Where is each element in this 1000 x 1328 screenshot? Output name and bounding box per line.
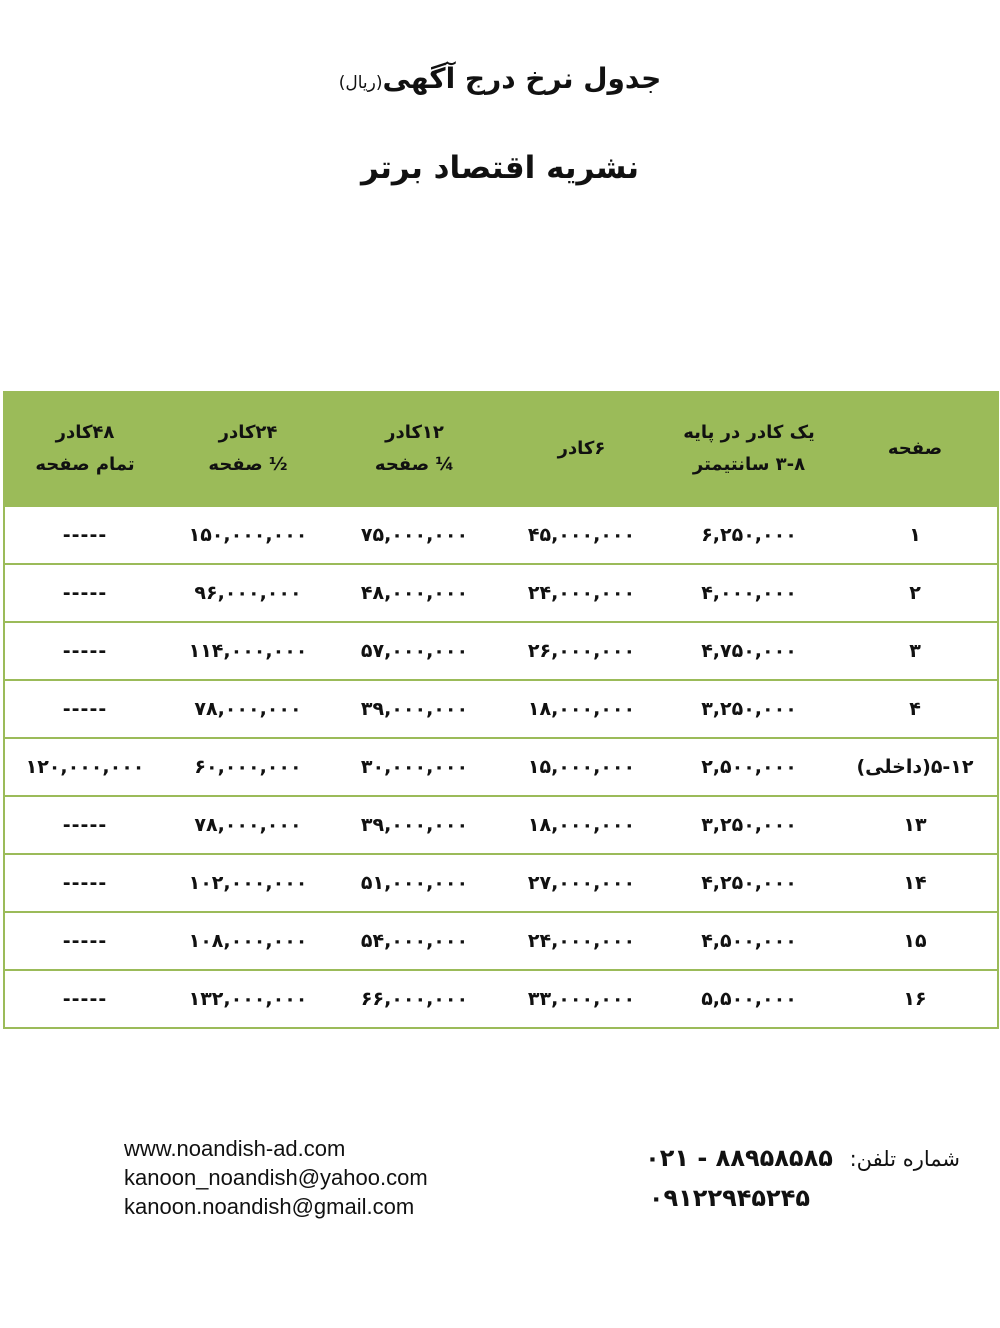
cell-6-box: ۲۷,۰۰۰,۰۰۰ (498, 854, 665, 912)
cell-one-box: ۳,۲۵۰,۰۰۰ (665, 796, 833, 854)
website-link[interactable]: www.noandish-ad.com (124, 1136, 346, 1161)
cell-one-box: ۴,۵۰۰,۰۰۰ (665, 912, 833, 970)
cell-12-box: ۵۷,۰۰۰,۰۰۰ (331, 622, 498, 680)
publication-name: نشریه اقتصاد برتر (360, 150, 640, 186)
table-row (4, 622, 998, 680)
cell-6-box: ۴۵,۰۰۰,۰۰۰ (498, 506, 665, 564)
cell-24-box: ۱۰۲,۰۰۰,۰۰۰ (165, 854, 331, 912)
title-main: جدول نرخ درج آگهی (382, 62, 662, 95)
cell-12-box: ۵۱,۰۰۰,۰۰۰ (331, 854, 498, 912)
table-row (4, 854, 998, 912)
cell-24-box: ۷۸,۰۰۰,۰۰۰ (165, 680, 331, 738)
cell-12-box: ۳۹,۰۰۰,۰۰۰ (331, 796, 498, 854)
cell-one-box: ۴,۰۰۰,۰۰۰ (665, 564, 833, 622)
cell-6-box: ۳۳,۰۰۰,۰۰۰ (498, 970, 665, 1028)
column-header-page: صفحه (833, 392, 998, 506)
cell-one-box: ۵,۵۰۰,۰۰۰ (665, 970, 833, 1028)
cell-24-box: ۱۰۸,۰۰۰,۰۰۰ (165, 912, 331, 970)
cell-24-box: ۶۰,۰۰۰,۰۰۰ (165, 738, 331, 796)
cell-12-box: ۴۸,۰۰۰,۰۰۰ (331, 564, 498, 622)
column-header-48-box: ۴۸کادر تمام صفحه (4, 392, 165, 506)
cell-24-box: ۷۸,۰۰۰,۰۰۰ (165, 796, 331, 854)
cell-page: ۱۳ (833, 796, 998, 854)
page-title (0, 62, 1000, 95)
table-header-row (4, 392, 998, 506)
cell-12-box: ۳۰,۰۰۰,۰۰۰ (331, 738, 498, 796)
cell-48-box: ----- (4, 564, 165, 622)
cell-48-box: ----- (4, 970, 165, 1028)
mobile-number: ۰۹۱۲۲۹۴۵۲۴۵ (648, 1184, 810, 1212)
table-row (4, 564, 998, 622)
phone-number: ۰۲۱ - ۸۸۹۵۸۵۸۵ (645, 1144, 833, 1172)
cell-24-box: ۱۱۴,۰۰۰,۰۰۰ (165, 622, 331, 680)
cell-48-box: ----- (4, 854, 165, 912)
title-unit: (ریال) (338, 73, 383, 93)
cell-page: ۱۶ (833, 970, 998, 1028)
email-yahoo[interactable]: kanoon_noandish@yahoo.com (124, 1165, 428, 1190)
cell-6-box: ۱۸,۰۰۰,۰۰۰ (498, 796, 665, 854)
email-gmail[interactable]: kanoon.noandish@gmail.com (124, 1194, 415, 1219)
cell-page: ۱۵ (833, 912, 998, 970)
phone-label: شماره تلفن: (849, 1147, 960, 1171)
cell-page: ۲ (833, 564, 998, 622)
cell-page: ۵-۱۲(داخلی) (833, 738, 998, 796)
cell-48-box: ----- (4, 680, 165, 738)
cell-6-box: ۲۴,۰۰۰,۰۰۰ (498, 912, 665, 970)
cell-one-box: ۴,۷۵۰,۰۰۰ (665, 622, 833, 680)
cell-24-box: ۱۵۰,۰۰۰,۰۰۰ (165, 506, 331, 564)
table-row (4, 970, 998, 1028)
cell-48-box: ----- (4, 796, 165, 854)
column-header-one-box: یک کادر در پایه ۳-۸ سانتیمتر (665, 392, 833, 506)
table-body (4, 506, 998, 1028)
cell-48-box: ----- (4, 912, 165, 970)
cell-48-box: ۱۲۰,۰۰۰,۰۰۰ (4, 738, 165, 796)
table-row (4, 738, 998, 796)
ad-rate-table (3, 391, 999, 1029)
column-header-12-box: ۱۲کادر ¼ صفحه (331, 392, 498, 506)
web-contact (124, 1134, 428, 1221)
column-header-6-box: ۶کادر (498, 392, 665, 506)
cell-48-box: ----- (4, 506, 165, 564)
cell-12-box: ۵۴,۰۰۰,۰۰۰ (331, 912, 498, 970)
cell-one-box: ۴,۲۵۰,۰۰۰ (665, 854, 833, 912)
cell-24-box: ۹۶,۰۰۰,۰۰۰ (165, 564, 331, 622)
cell-6-box: ۲۴,۰۰۰,۰۰۰ (498, 564, 665, 622)
cell-one-box: ۲,۵۰۰,۰۰۰ (665, 738, 833, 796)
cell-one-box: ۳,۲۵۰,۰۰۰ (665, 680, 833, 738)
cell-page: ۳ (833, 622, 998, 680)
table-row (4, 680, 998, 738)
cell-24-box: ۱۳۲,۰۰۰,۰۰۰ (165, 970, 331, 1028)
phone-contact (645, 1138, 960, 1218)
cell-page: ۴ (833, 680, 998, 738)
cell-48-box: ----- (4, 622, 165, 680)
cell-6-box: ۱۸,۰۰۰,۰۰۰ (498, 680, 665, 738)
cell-12-box: ۷۵,۰۰۰,۰۰۰ (331, 506, 498, 564)
table-row (4, 796, 998, 854)
cell-6-box: ۲۶,۰۰۰,۰۰۰ (498, 622, 665, 680)
cell-page: ۱ (833, 506, 998, 564)
cell-12-box: ۶۶,۰۰۰,۰۰۰ (331, 970, 498, 1028)
phone-row (645, 1138, 960, 1178)
table-row (4, 912, 998, 970)
mobile-row (645, 1178, 960, 1218)
cell-page: ۱۴ (833, 854, 998, 912)
table-row (4, 506, 998, 564)
cell-6-box: ۱۵,۰۰۰,۰۰۰ (498, 738, 665, 796)
cell-12-box: ۳۹,۰۰۰,۰۰۰ (331, 680, 498, 738)
cell-one-box: ۶,۲۵۰,۰۰۰ (665, 506, 833, 564)
column-header-24-box: ۲۴کادر ½ صفحه (165, 392, 331, 506)
